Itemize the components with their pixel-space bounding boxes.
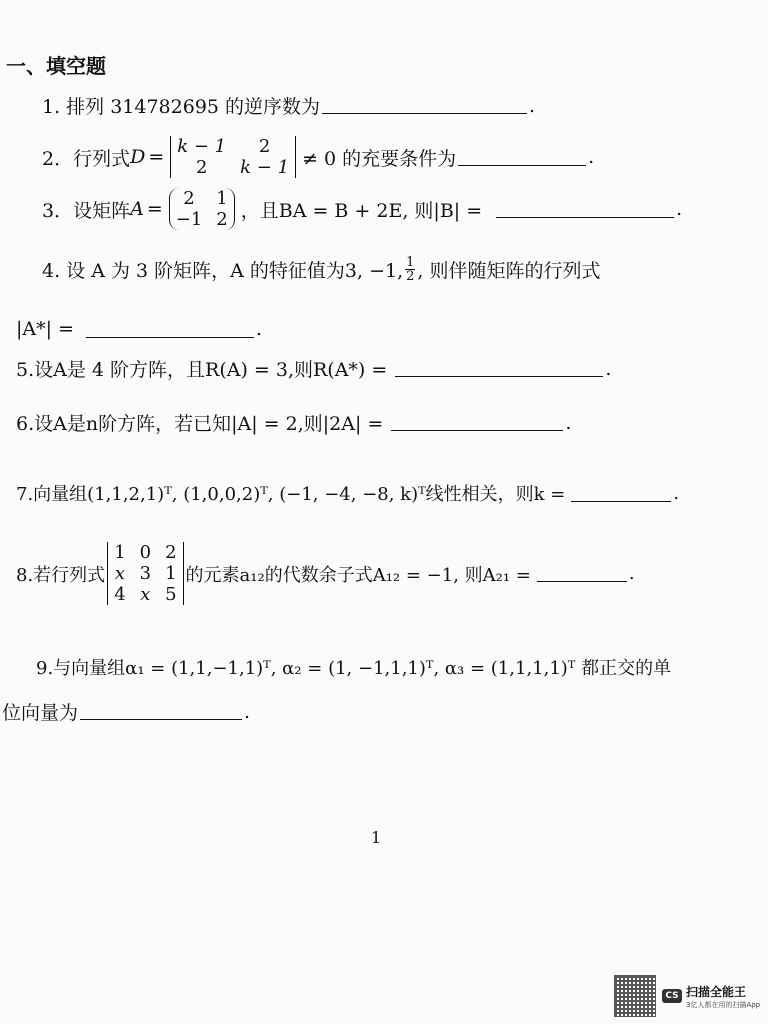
question-8-text: 的元素a₁₂的代数余子式A₁₂ = −1, 则A₂₁ =: [185, 564, 531, 586]
question-4-prefix: 4. 设 A 为 3 阶矩阵，A 的特征值为3, −1,: [42, 260, 404, 282]
section-title: 一、填空题: [6, 54, 106, 78]
answer-blank-3[interactable]: [496, 201, 674, 218]
question-7-text: 7.向量组(1,1,2,1)ᵀ, (1,0,0,2)ᵀ, (−1, −4, −8, k)ᵀ线性相关，则k =: [16, 484, 566, 505]
answer-blank-5[interactable]: [395, 360, 603, 377]
page-number: 1: [371, 828, 382, 847]
question-2: 2．行列式 D = k − 1 2 2 k − 1 ≠ 0 的充要条件为 .: [42, 136, 595, 178]
question-2-prefix: 2．行列式: [42, 147, 131, 170]
question-9: [36, 654, 671, 680]
question-6: 6.设A是n阶方阵，若已知|A| = 2,则|2A| = .: [16, 409, 571, 436]
matrix-A: 2 1 −1 2: [169, 188, 235, 230]
question-2-text: ≠ 0 的充要条件为: [302, 147, 457, 170]
question-3: 3．设矩阵 A = 2 1 −1 2 ，且BA = B + 2E, 则|B| = .: [42, 188, 683, 230]
answer-blank-6[interactable]: [391, 414, 563, 431]
question-4-text: , 则伴随矩阵的行列式: [417, 260, 601, 282]
question-1: 1. 排列 314782695 的逆序数为 .: [42, 92, 535, 119]
question-8: 8.若行列式 1 0 2 x 3 1 4 x 5 的元素a₁₂的代数余子式A₁₂ = −1, 则A₂₁ = .: [16, 542, 635, 605]
question-4: [42, 256, 601, 283]
answer-blank-7[interactable]: [571, 485, 671, 502]
answer-blank-2[interactable]: [458, 149, 586, 166]
question-9-line-2: 位向量为 .: [2, 700, 251, 724]
answer-blank-4[interactable]: [86, 321, 254, 338]
question-4-line-2: |A*| = .: [16, 318, 263, 340]
question-3-prefix: 3．设矩阵: [42, 199, 131, 222]
determinant-3x3: [107, 542, 183, 605]
determinant-cells: 1 0 2 x 3 1 4 x 5: [114, 542, 177, 605]
question-6-text: 6.设A是n阶方阵，若已知|A| = 2,则|2A| =: [16, 413, 384, 435]
qr-code-icon: [614, 975, 656, 1017]
question-1-text: 1. 排列 314782695 的逆序数为: [42, 96, 321, 118]
fraction-one-half: $\frac{1}{2}$: [406, 255, 415, 284]
watermark-subtitle: 3亿人都在用的扫描App: [686, 1000, 761, 1009]
answer-blank-8[interactable]: [537, 565, 627, 582]
camscanner-logo-icon: CS: [662, 989, 682, 1003]
question-9-text: 9.与向量组α₁ = (1,1,−1,1)ᵀ, α₂ = (1, −1,1,1)ᵀ, α₃ = (1,1,1,1)ᵀ 都正交的单: [36, 658, 672, 679]
question-5-text: 5.设A是 4 阶方阵，且R(A) = 3,则R(A*) =: [16, 359, 388, 381]
question-7: 7.向量组(1,1,2,1)ᵀ, (1,0,0,2)ᵀ, (−1, −4, −8, k)ᵀ线性相关，则k = .: [16, 480, 679, 506]
determinant-2x2: k − 1 2 2 k − 1: [170, 136, 296, 178]
answer-blank-1[interactable]: [322, 97, 527, 114]
question-8-prefix: 8.若行列式: [16, 564, 106, 586]
question-3-text: ，且BA = B + 2E, 则|B| =: [240, 199, 483, 222]
question-5: 5.设A是 4 阶方阵，且R(A) = 3,则R(A*) = .: [16, 355, 611, 382]
answer-blank-9[interactable]: [80, 703, 242, 720]
watermark-brand: 扫描全能王: [686, 984, 747, 999]
scanner-watermark: [614, 975, 760, 1017]
